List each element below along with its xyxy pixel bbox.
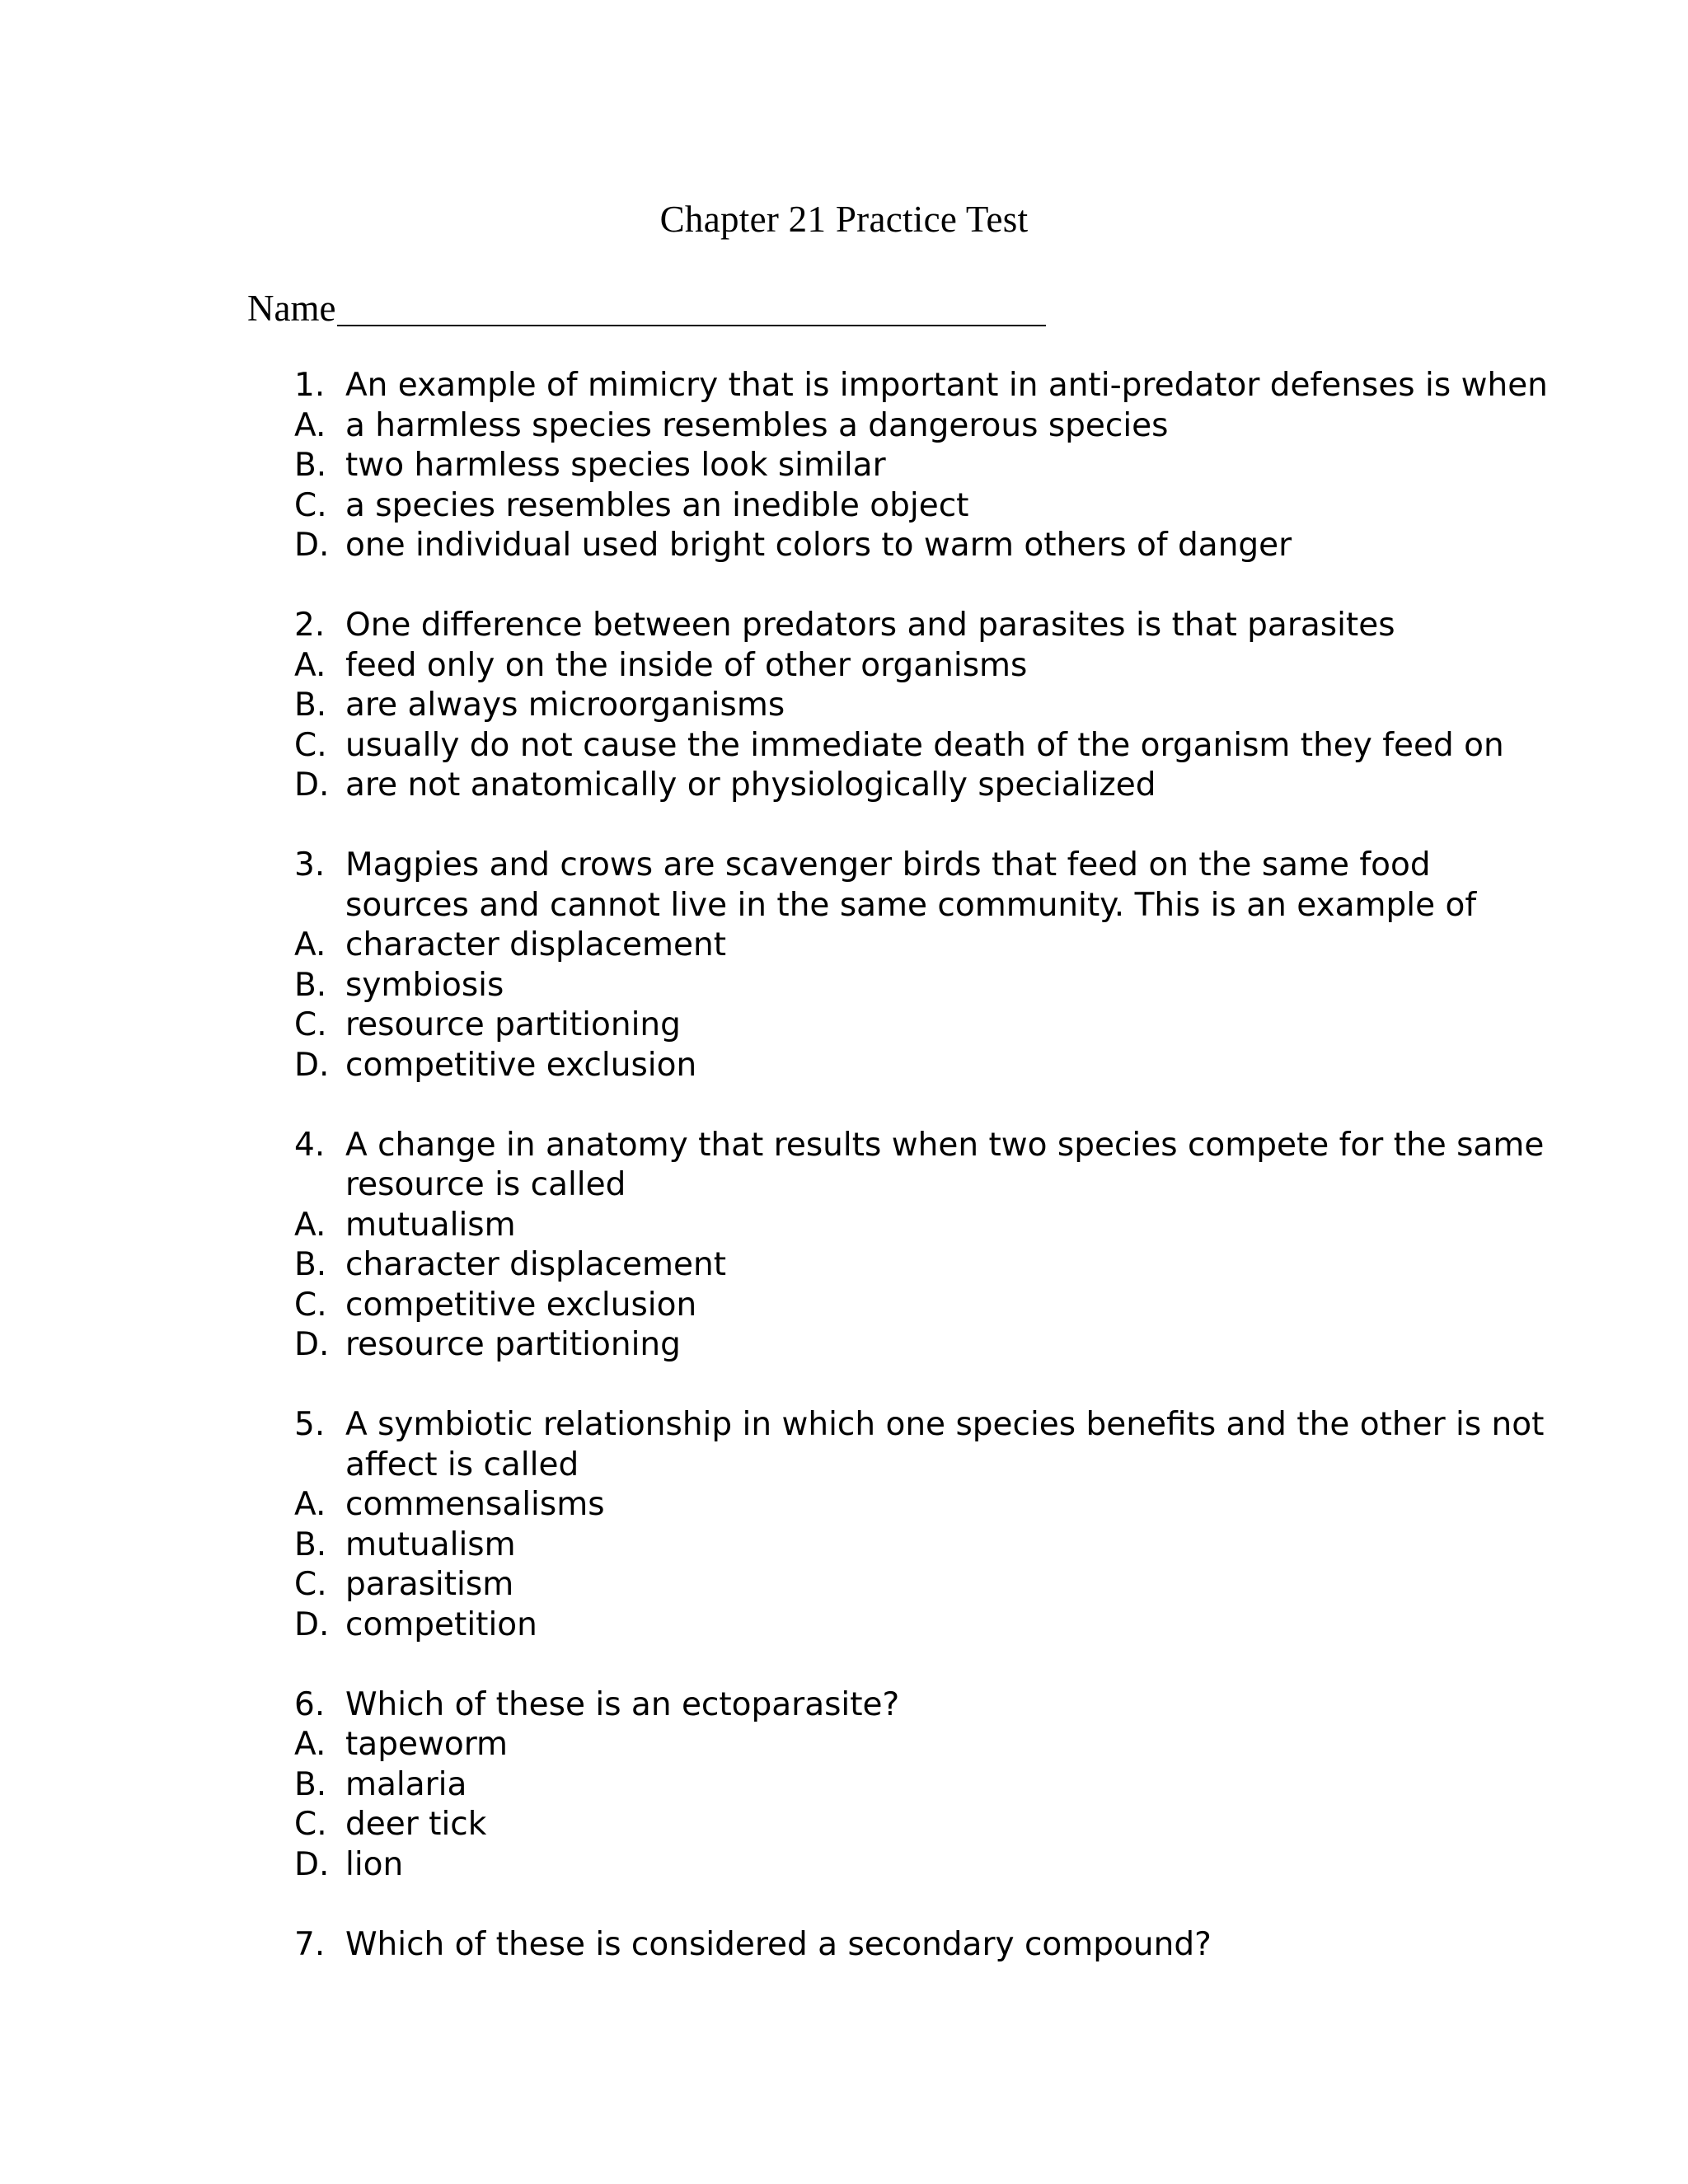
option-text: two harmless species look similar — [345, 447, 886, 484]
option-letter: A. — [294, 1486, 326, 1523]
answer-option — [294, 1325, 1448, 1366]
option-letter: D. — [294, 1845, 330, 1883]
answer-option — [294, 1485, 1448, 1526]
option-letter: A. — [294, 926, 326, 963]
option-text: parasitism — [345, 1566, 514, 1603]
option-letter: B. — [294, 1526, 327, 1563]
question-stem-line — [294, 846, 1448, 886]
option-text: a species resembles an inedible object — [345, 486, 969, 524]
question-stem-line — [294, 1126, 1545, 1166]
option-letter: D. — [294, 1605, 330, 1643]
option-letter: A. — [294, 1206, 326, 1244]
question-5 — [294, 1405, 1545, 1645]
option-letter: D. — [294, 1326, 330, 1363]
option-text: competitive exclusion — [345, 1286, 697, 1324]
question-number: 4. — [294, 1126, 326, 1164]
question-stem-text: Which of these is an ectoparasite? — [345, 1685, 900, 1723]
question-number: 1. — [294, 367, 326, 404]
question-stem-line — [294, 1685, 1448, 1726]
name-label: Name — [247, 288, 336, 329]
question-indent — [294, 886, 345, 926]
answer-option — [294, 1206, 1448, 1246]
question-indent — [294, 1446, 345, 1486]
question-stem-text: Magpies and crows are scavenger birds that feed on the same food — [345, 846, 1431, 883]
option-text: mutualism — [345, 1206, 516, 1244]
answer-option — [294, 1805, 1448, 1845]
option-letter: C. — [294, 1566, 327, 1603]
question-indent — [294, 1165, 345, 1206]
answer-option — [294, 1005, 1448, 1046]
answer-option — [294, 1526, 1448, 1566]
option-text: lion — [345, 1845, 404, 1883]
option-text: usually do not cause the immediate death of the organism they feed on — [345, 726, 1504, 764]
answer-option — [294, 446, 1448, 486]
answer-option — [294, 1245, 1448, 1286]
question-number: 5. — [294, 1406, 326, 1443]
option-text: malaria — [345, 1765, 467, 1803]
question-stem-text: A change in anatomy that results when two species compete for the same — [345, 1126, 1545, 1164]
question-stem-text: A symbiotic relationship in which one species benefits and the other is not — [345, 1406, 1545, 1443]
question-1 — [294, 366, 1548, 566]
answer-option — [294, 1565, 1448, 1605]
name-field — [247, 284, 1046, 333]
answer-option — [294, 726, 1504, 766]
option-letter: A. — [294, 406, 326, 444]
question-stem-text: affect is called — [345, 1446, 579, 1483]
page-title: Chapter 21 Practice Test — [659, 199, 1029, 240]
option-text: resource partitioning — [345, 1006, 681, 1043]
option-text: competitive exclusion — [345, 1046, 697, 1084]
answer-option — [294, 926, 1448, 966]
option-letter: D. — [294, 527, 330, 564]
question-7 — [294, 1925, 1448, 1966]
option-text: deer tick — [345, 1806, 487, 1843]
option-letter: A. — [294, 646, 326, 684]
option-letter: B. — [294, 1765, 327, 1803]
option-letter: B. — [294, 1246, 327, 1283]
option-text: feed only on the inside of other organisms — [345, 646, 1028, 684]
answer-option — [294, 1605, 1448, 1646]
question-list — [294, 366, 1548, 2005]
answer-option — [294, 1765, 1448, 1806]
question-stem-line — [294, 1925, 1448, 1966]
option-text: one individual used bright colors to warm others of danger — [345, 527, 1292, 564]
option-letter: C. — [294, 1006, 327, 1043]
option-letter: C. — [294, 1806, 327, 1843]
option-letter: B. — [294, 966, 327, 1004]
name-blank-line — [337, 284, 1046, 326]
answer-option — [294, 486, 1448, 527]
answer-option — [294, 686, 1448, 726]
option-text: tapeworm — [345, 1726, 509, 1763]
option-letter: D. — [294, 766, 330, 804]
answer-option — [294, 1845, 1448, 1886]
option-text: are always microorganisms — [345, 687, 785, 724]
option-letter: C. — [294, 486, 327, 524]
question-number: 7. — [294, 1925, 326, 1963]
option-text: symbiosis — [345, 966, 504, 1004]
question-stem-text: sources and cannot live in the same community. This is an example of — [345, 886, 1477, 924]
option-letter: B. — [294, 447, 327, 484]
answer-option — [294, 1286, 1448, 1326]
question-stem-text: Which of these is considered a secondary compound? — [345, 1925, 1212, 1963]
question-stem-line — [294, 366, 1548, 406]
option-letter: D. — [294, 1046, 330, 1084]
option-letter: B. — [294, 687, 327, 724]
question-stem-text: resource is called — [345, 1166, 626, 1203]
option-text: are not anatomically or physiologically specialized — [345, 766, 1156, 804]
option-text: competition — [345, 1605, 537, 1643]
question-stem-line — [294, 1446, 1448, 1486]
question-6 — [294, 1685, 1448, 1886]
question-number: 2. — [294, 607, 326, 644]
option-letter: C. — [294, 726, 327, 764]
option-text: resource partitioning — [345, 1326, 681, 1363]
option-letter: C. — [294, 1286, 327, 1324]
option-text: mutualism — [345, 1526, 516, 1563]
answer-option — [294, 526, 1448, 566]
question-4 — [294, 1126, 1545, 1366]
answer-option — [294, 646, 1448, 687]
option-text: a harmless species resembles a dangerous species — [345, 406, 1169, 444]
question-stem-line — [294, 606, 1448, 646]
question-stem-line — [294, 886, 1477, 926]
question-stem-text: An example of mimicry that is important in anti-predator defenses is when — [345, 367, 1548, 404]
question-stem-line — [294, 1405, 1545, 1446]
answer-option — [294, 1725, 1448, 1765]
question-2 — [294, 606, 1504, 806]
option-text: character displacement — [345, 1246, 726, 1283]
question-3 — [294, 846, 1477, 1085]
option-text: character displacement — [345, 926, 726, 963]
answer-option — [294, 766, 1448, 806]
answer-option — [294, 966, 1448, 1006]
question-number: 6. — [294, 1685, 326, 1723]
question-stem-line — [294, 1165, 1448, 1206]
question-stem-text: One difference between predators and parasites is that parasites — [345, 607, 1395, 644]
answer-option — [294, 406, 1448, 447]
option-letter: A. — [294, 1726, 326, 1763]
question-number: 3. — [294, 846, 326, 883]
option-text: commensalisms — [345, 1486, 605, 1523]
answer-option — [294, 1046, 1448, 1086]
